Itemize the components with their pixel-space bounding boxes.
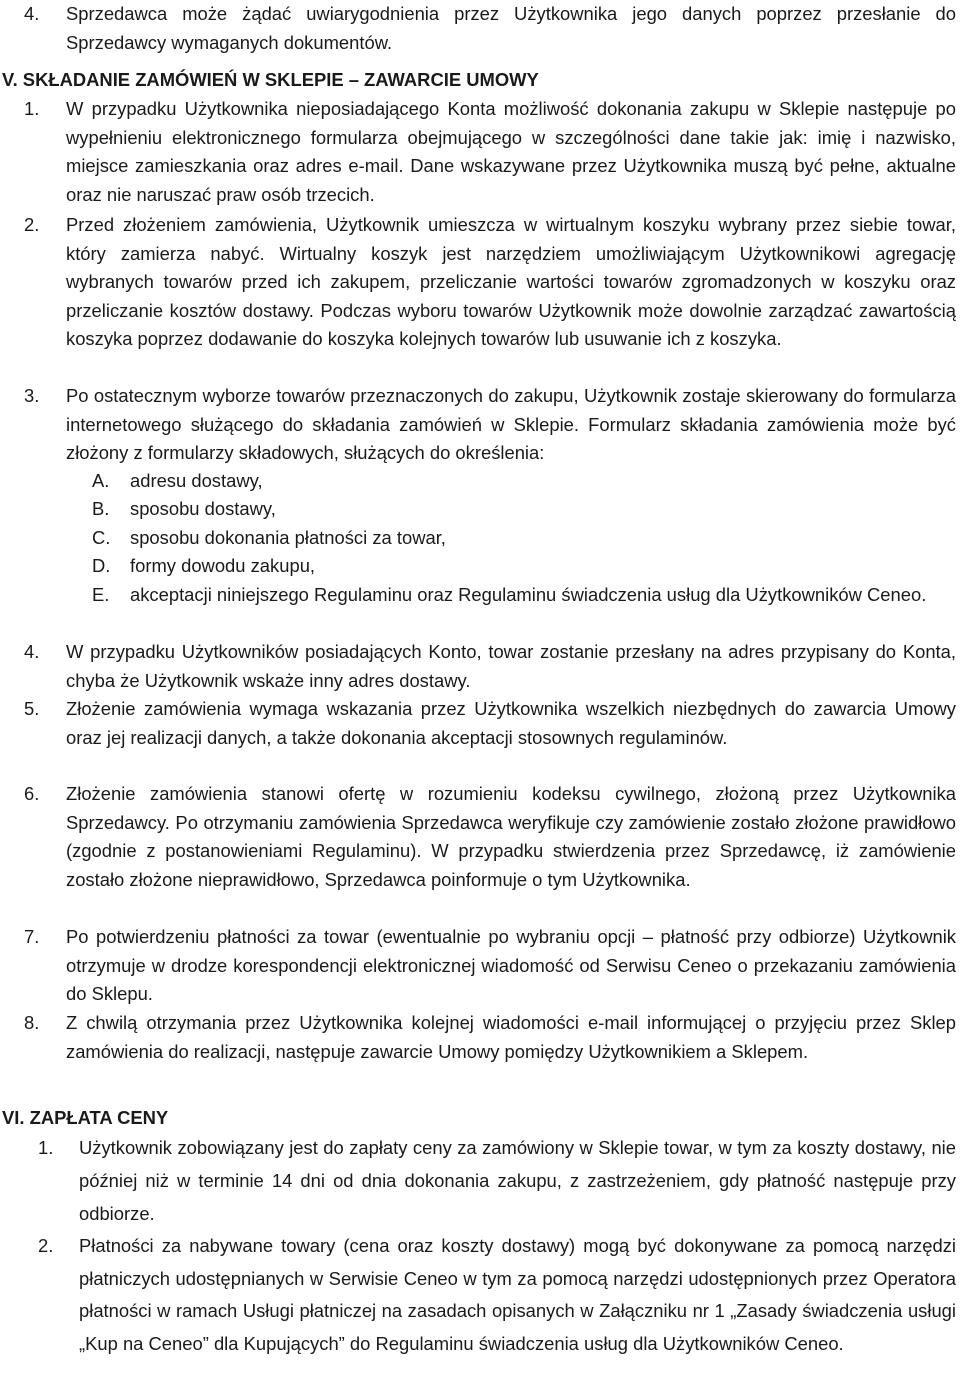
section-vi-item-2 xyxy=(38,1230,956,1360)
item-number: 3. xyxy=(24,385,40,406)
subitem-text: sposobu dokonania płatności za towar, xyxy=(130,527,446,548)
section-v-item-8 xyxy=(24,1009,956,1066)
item-text: Z chwilą otrzymania przez Użytkownika kolejnej wiadomości e-mail informującej o przyjęciu przez Sklep zamówienia do realizacji, następuje zawarcie Umowy pomiędzy Użytkownikiem a Sklepem. xyxy=(66,1012,956,1062)
section-v-item-6 xyxy=(24,780,956,894)
item-number: 4. xyxy=(24,641,40,662)
subitem-letter: E. xyxy=(92,584,110,605)
subitem-letter: C. xyxy=(92,527,111,548)
section-v-item-2 xyxy=(24,211,956,354)
subitem-e xyxy=(92,581,956,610)
item-number: 7. xyxy=(24,926,40,947)
subitem-text: formy dowodu zakupu, xyxy=(130,555,316,576)
item-text: Po potwierdzeniu płatności za towar (ewentualnie po wybraniu opcji – płatność przy odbiorze) Użytkownik otrzymuje w drodze korespondencji elektronicznej wiadomość od Serwisu Ceneo o przekazaniu zamówienia do Sklepu. xyxy=(66,926,956,1005)
item-text: Płatności za nabywane towary (cena oraz koszty dostawy) mogą być dokonywane za pomocą narzędzi płatniczych udostępnianych w Serwisie Ceneo w tym za pomocą narzędzi udostępnionych przez Operatora płatności w ramach Usługi płatniczej na zasadach opisanych w Załączniku nr 1 „Zasady świadczenia usługi „Kup na Ceneo” dla Kupujących” do Regulaminu świadczenia usług dla Użytkowników Ceneo. xyxy=(79,1235,956,1354)
section-v-heading: V. SKŁADANIE ZAMÓWIEŃ W SKLEPIE – ZAWARCIE UMOWY xyxy=(2,69,539,90)
item-number: 8. xyxy=(24,1012,40,1033)
section-vi-heading: VI. ZAPŁATA CENY xyxy=(2,1107,169,1128)
item-text: Złożenie zamówienia wymaga wskazania przez Użytkownika wszelkich niezbędnych do zawarcia Umowy oraz jej realizacji danych, a także dokonania akceptacji stosownych regulaminów. xyxy=(66,698,956,748)
item-text: Złożenie zamówienia stanowi ofertę w rozumieniu kodeksu cywilnego, złożoną przez Użytkownika Sprzedawcy. Po otrzymaniu zamówienia Sprzedawca weryfikuje czy zamówienie zostało złożone prawidłowo (zgodnie z postanowieniami Regulaminu). W przypadku stwierdzenia przez Sprzedawcę, iż zamówienie zostało złożone nieprawidłowo, Sprzedawca poinformuje o tym Użytkownika. xyxy=(66,783,956,890)
subitem-letter: A. xyxy=(92,470,110,491)
item-number: 4. xyxy=(24,3,40,24)
section-iv-item-4 xyxy=(24,0,956,57)
item-text: W przypadku Użytkownika nieposiadającego Konta możliwość dokonania zakupu w Sklepie następuje po wypełnieniu elektronicznego formularza obejmującego w szczególności dane takie jak: imię i nazwisko, miejsce zamieszkania oraz adres e-mail. Dane wskazywane przez Użytkownika muszą być pełne, aktualne oraz nie naruszać praw osób trzecich. xyxy=(66,98,956,205)
subitem-letter: D. xyxy=(92,555,111,576)
section-v-item-4 xyxy=(24,638,956,695)
section-v-item-7 xyxy=(24,923,956,1009)
subitem-letter: B. xyxy=(92,498,110,519)
section-v-item-1 xyxy=(24,95,956,209)
item-text: Po ostatecznym wyborze towarów przeznaczonych do zakupu, Użytkownik zostaje skierowany do formularza internetowego służącego do składania zamówień w Sklepie. Formularz składania zamówienia może być złożony z formularzy składowych, służących do określenia: xyxy=(66,385,956,464)
item-text: Przed złożeniem zamówienia, Użytkownik umieszcza w wirtualnym koszyku wybrany przez siebie towar, który zamierza nabyć. Wirtualny koszyk jest narzędziem umożliwiającym Użytkownikowi agregację wybranych towarów przed ich zakupem, przeliczanie wartości towarów zgromadzonych w koszyku oraz przeliczanie kosztów dostawy. Podczas wyboru towarów Użytkownik może dowolnie zarządzać zawartością koszyka poprzez dodawanie do koszyka kolejnych towarów lub usuwanie ich z koszyka. xyxy=(66,214,956,350)
subitem-c xyxy=(92,524,956,553)
item-number: 2. xyxy=(38,1235,54,1256)
subitem-text: adresu dostawy, xyxy=(130,470,263,491)
section-v-item-5 xyxy=(24,695,956,752)
item-number: 6. xyxy=(24,783,40,804)
item-number: 1. xyxy=(24,98,40,119)
subitem-d xyxy=(92,552,956,581)
item-number: 2. xyxy=(24,214,40,235)
subitem-text: sposobu dostawy, xyxy=(130,498,276,519)
subitem-b xyxy=(92,495,956,524)
subitem-a xyxy=(92,467,956,496)
section-vi-item-1 xyxy=(38,1131,956,1230)
section-v-item-3 xyxy=(24,382,956,468)
item-text: W przypadku Użytkowników posiadających Konto, towar zostanie przesłany na adres przypisany do Konta, chyba że Użytkownik wskaże inny adres dostawy. xyxy=(66,641,956,691)
item-number: 1. xyxy=(38,1137,54,1158)
subitem-text: akceptacji niniejszego Regulaminu oraz Regulaminu świadczenia usług dla Użytkowników Ceneo. xyxy=(130,584,927,605)
item-text: Sprzedawca może żądać uwiarygodnienia przez Użytkownika jego danych poprzez przesłanie do Sprzedawcy wymaganych dokumentów. xyxy=(66,3,956,53)
item-text: Użytkownik zobowiązany jest do zapłaty ceny za zamówiony w Sklepie towar, w tym za koszty dostawy, nie później niż w terminie 14 dni od dnia dokonania zakupu, z zastrzeżeniem, gdy płatność następuje przy odbiorze. xyxy=(79,1137,956,1224)
item-number: 5. xyxy=(24,698,40,719)
